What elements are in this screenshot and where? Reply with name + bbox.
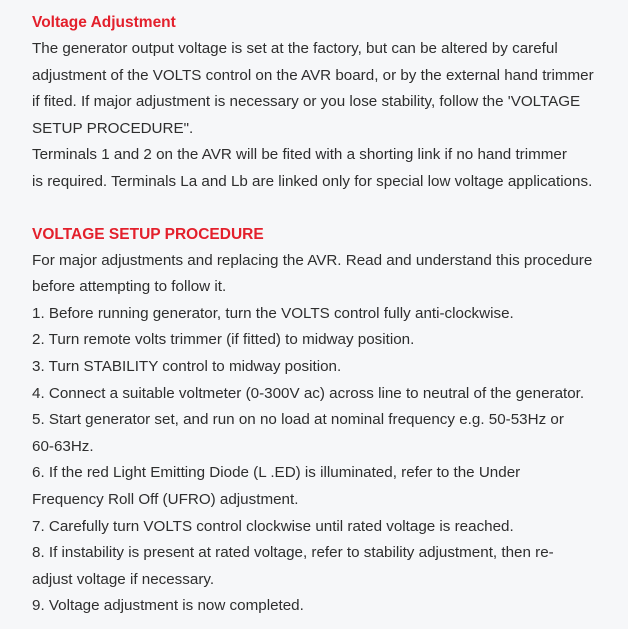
procedure-step: 2. Turn remote volts trimmer (if fitted) to midway position. xyxy=(32,331,415,349)
procedure-step: 5. Start generator set, and run on no load at nominal frequency e.g. 50-53Hz or xyxy=(32,411,564,429)
paragraph-line: SETUP PROCEDURE". xyxy=(32,119,194,137)
procedure-step: 7. Carefully turn VOLTS control clockwise until rated voltage is reached. xyxy=(32,517,514,535)
procedure-step: Frequency Roll Off (UFRO) adjustment. xyxy=(32,490,299,508)
paragraph-line: The generator output voltage is set at the factory, but can be altered by careful xyxy=(32,40,558,57)
paragraph-line: adjustment of the VOLTS control on the AVR board, or by the external hand trimmer xyxy=(32,66,594,84)
paragraph-line: if fited. If major adjustment is necessary or you lose stability, follow the 'VOLTAGE xyxy=(32,93,581,111)
procedure-step: 3. Turn STABILITY control to midway position. xyxy=(32,357,342,375)
section-heading: VOLTAGE SETUP PROCEDURE xyxy=(32,225,264,243)
section-spacer xyxy=(32,196,628,222)
procedure-step: 60-63Hz. xyxy=(32,437,94,455)
paragraph-line: is required. Terminals La and Lb are linked only for special low voltage applications. xyxy=(32,172,593,190)
procedure-step: adjust voltage if necessary. xyxy=(32,570,215,588)
paragraph-line: Terminals 1 and 2 on the AVR will be fited with a shorting link if no hand trimmer xyxy=(32,146,567,164)
section-voltage-setup-procedure xyxy=(32,222,628,620)
procedure-step: 8. If instability is present at rated voltage, refer to stability adjustment, then re- xyxy=(32,544,554,562)
procedure-step: 6. If the red Light Emitting Diode (L .ED) is illuminated, refer to the Under xyxy=(32,464,521,482)
paragraph-line: For major adjustments and replacing the AVR. Read and understand this procedure xyxy=(32,251,593,269)
procedure-step: 4. Connect a suitable voltmeter (0-300V ac) across line to neutral of the generator. xyxy=(32,384,585,402)
procedure-step: 1. Before running generator, turn the VOLTS control fully anti-clockwise. xyxy=(32,304,514,322)
paragraph-line: before attempting to follow it. xyxy=(32,278,227,296)
section-voltage-adjustment xyxy=(32,10,628,196)
section-heading: Voltage Adjustment xyxy=(32,14,176,31)
procedure-step: 9. Voltage adjustment is now completed. xyxy=(32,597,304,615)
